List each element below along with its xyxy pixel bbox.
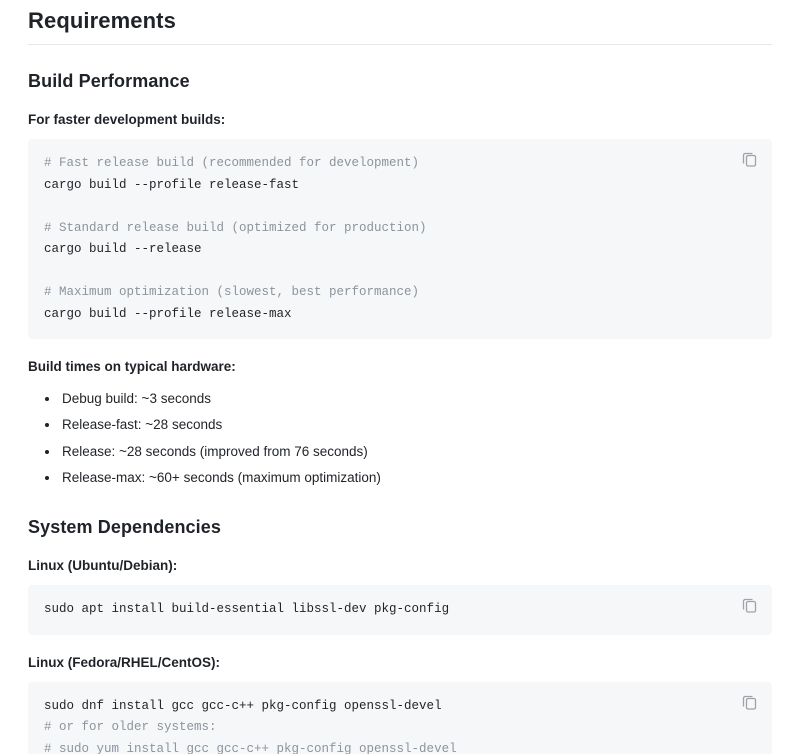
build-times-list [28, 386, 772, 491]
copy-icon[interactable] [740, 595, 760, 615]
lead-linux-fedora-rhel-centos: Linux (Fedora/RHEL/CentOS): [28, 654, 220, 670]
code-blank-line [44, 261, 728, 283]
code-line: cargo build --profile release-max [44, 306, 292, 321]
code-line: # Fast release build (recommended for development) [44, 156, 420, 170]
code-line: sudo dnf install gcc gcc-c++ pkg-config openssl-devel [44, 698, 442, 713]
code-block-dnf-install [28, 682, 772, 754]
list-item: • Debug build: ~3 seconds [60, 386, 772, 412]
code-line: # Maximum optimization (slowest, best performance) [44, 285, 420, 299]
section-heading-build-performance: Build Performance [28, 71, 190, 91]
code-line: # Standard release build (optimized for production) [44, 220, 427, 235]
code-line: cargo build --profile release-fast [44, 177, 300, 192]
copy-icon[interactable] [740, 692, 760, 712]
code-line: cargo build --release [44, 242, 202, 256]
code-line: # or for older systems: [44, 720, 217, 735]
section-heading-system-dependencies: System Dependencies [28, 517, 221, 538]
lead-faster-development-builds: For faster development builds: [28, 112, 226, 127]
copy-icon[interactable] [740, 149, 760, 169]
lead-linux-ubuntu-debian: Linux (Ubuntu/Debian): [28, 558, 178, 574]
list-item: • Release-fast: ~28 seconds [60, 412, 772, 438]
lead-build-times: Build times on typical hardware: [28, 359, 236, 374]
code-blank-line [44, 196, 728, 218]
list-item: • Release: ~28 seconds (improved from 76 seconds) [60, 439, 772, 465]
code-block-build-commands [28, 139, 772, 339]
page-title: Requirements [28, 0, 772, 45]
code-line: # sudo yum install gcc gcc-c++ pkg-config openssl-devel [44, 741, 457, 754]
code-block-apt-install [28, 585, 772, 635]
code-line: sudo apt install build-essential libssl-dev pkg-config [44, 602, 450, 617]
list-item: • Release-max: ~60+ seconds (maximum optimization) [60, 465, 772, 491]
